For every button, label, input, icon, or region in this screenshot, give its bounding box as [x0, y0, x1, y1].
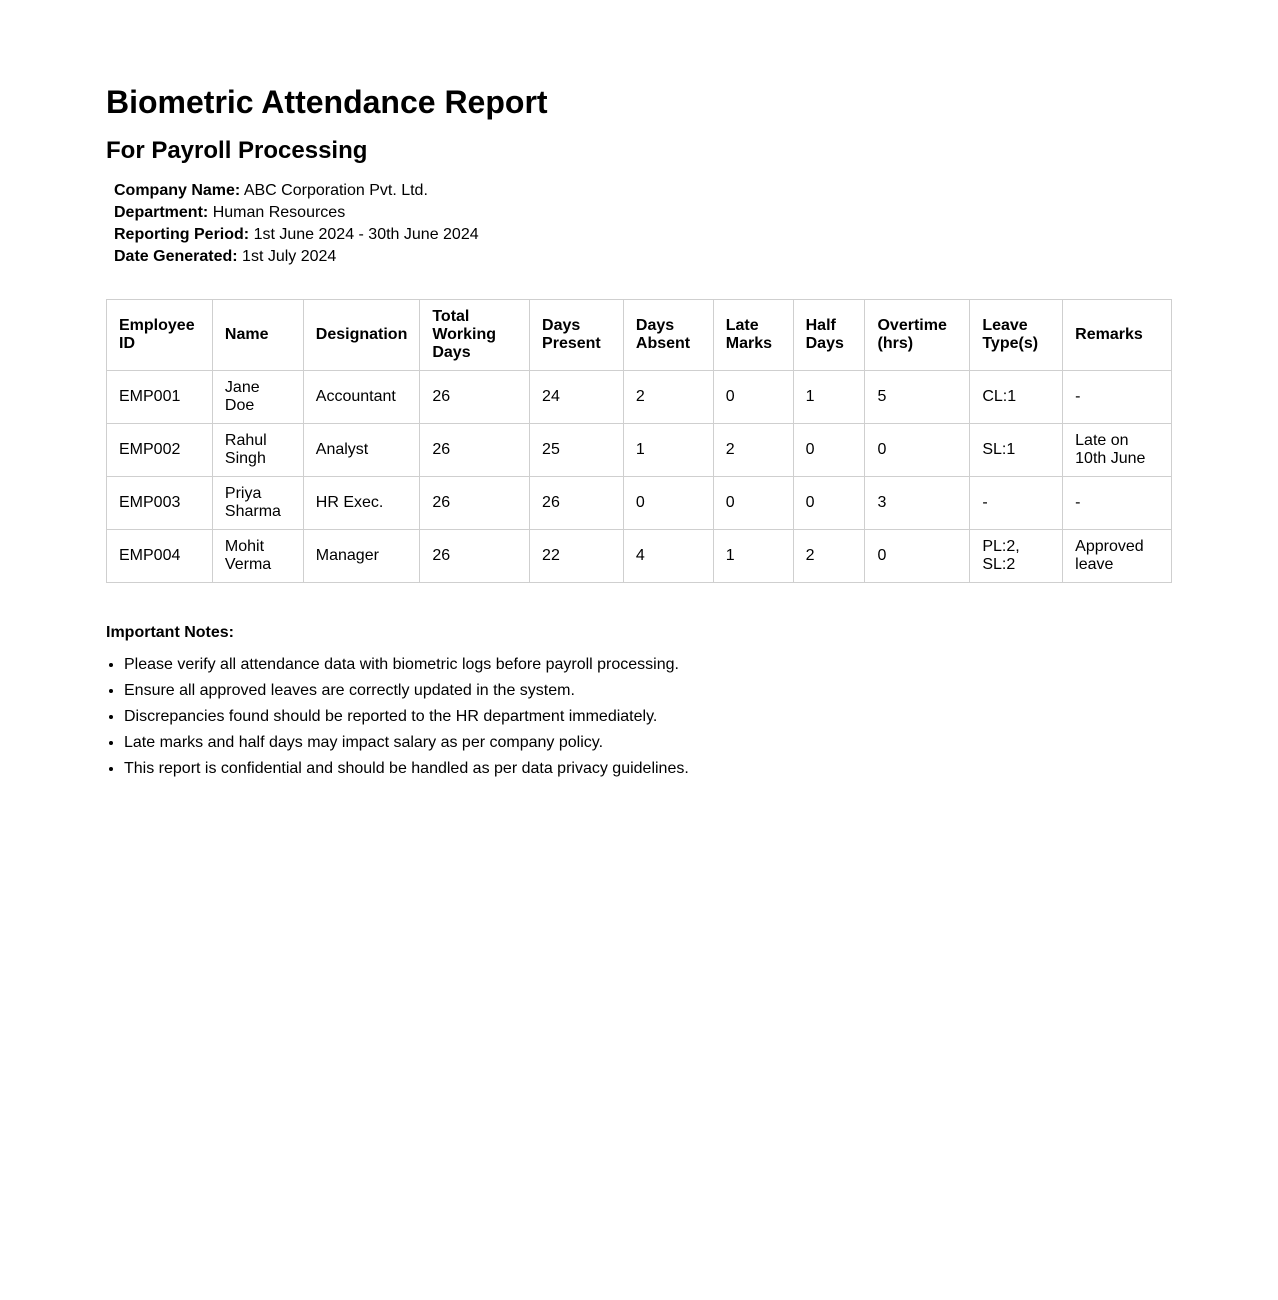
table-cell: 0 [793, 477, 865, 530]
meta-value: Human Resources [212, 204, 346, 221]
table-cell: Late on 10th June [1063, 424, 1172, 477]
table-cell: 0 [623, 477, 713, 530]
table-cell: 0 [865, 424, 970, 477]
meta-value: 1st June 2024 - 30th June 2024 [253, 226, 479, 243]
table-cell: Manager [303, 530, 420, 583]
table-cell: 26 [420, 371, 530, 424]
table-header-row [107, 300, 1172, 371]
list-item: • Ensure all approved leaves are correctly updated in the system. [124, 678, 1172, 704]
list-item: • Late marks and half days may impact salary as per company policy. [124, 730, 1172, 756]
report-page [106, 82, 1172, 782]
column-header: Late Marks [713, 300, 793, 371]
meta-value: ABC Corporation Pvt. Ltd. [243, 182, 428, 199]
column-header: Remarks [1063, 300, 1172, 371]
column-header: Designation [303, 300, 420, 371]
table-row [107, 371, 1172, 424]
report-subtitle: For Payroll Processing [106, 137, 368, 164]
column-header: Days Absent [623, 300, 713, 371]
column-header: Total Working Days [420, 300, 530, 371]
table-cell: Approved leave [1063, 530, 1172, 583]
report-title: Biometric Attendance Report [106, 84, 548, 120]
table-cell: Priya Sharma [212, 477, 303, 530]
list-item: • Discrepancies found should be reported to the HR department immediately. [124, 704, 1172, 730]
meta-label: Company Name: [114, 182, 241, 199]
meta-company [114, 180, 1172, 202]
table-cell: - [1063, 477, 1172, 530]
meta-value: 1st July 2024 [242, 248, 337, 265]
table-cell: SL:1 [970, 424, 1063, 477]
column-header: Employee ID [107, 300, 213, 371]
table-cell: HR Exec. [303, 477, 420, 530]
table-cell: - [1063, 371, 1172, 424]
meta-date-generated [114, 246, 1172, 268]
table-cell: EMP002 [107, 424, 213, 477]
meta-label: Reporting Period: [114, 226, 250, 243]
table-cell: 26 [530, 477, 624, 530]
meta-period [114, 224, 1172, 246]
table-cell: Analyst [303, 424, 420, 477]
table-cell: 0 [713, 371, 793, 424]
table-cell: Jane Doe [212, 371, 303, 424]
table-cell: PL:2, SL:2 [970, 530, 1063, 583]
table-cell: - [970, 477, 1063, 530]
table-cell: 26 [420, 477, 530, 530]
table-cell: 0 [793, 424, 865, 477]
table-cell: 22 [530, 530, 624, 583]
column-header: Name [212, 300, 303, 371]
table-cell: 25 [530, 424, 624, 477]
table-row [107, 477, 1172, 530]
table-cell: EMP001 [107, 371, 213, 424]
table-cell: Rahul Singh [212, 424, 303, 477]
column-header: Half Days [793, 300, 865, 371]
table-cell: 24 [530, 371, 624, 424]
column-header: Leave Type(s) [970, 300, 1063, 371]
notes-list [106, 652, 1172, 782]
table-cell: 0 [713, 477, 793, 530]
table-cell: 4 [623, 530, 713, 583]
report-meta [114, 180, 1172, 268]
table-cell: 2 [623, 371, 713, 424]
table-cell: 2 [713, 424, 793, 477]
table-cell: 26 [420, 530, 530, 583]
table-cell: 2 [793, 530, 865, 583]
table-cell: 3 [865, 477, 970, 530]
table-cell: EMP003 [107, 477, 213, 530]
table-row [107, 424, 1172, 477]
important-notes [106, 623, 1172, 782]
table-cell: 1 [623, 424, 713, 477]
meta-label: Department: [114, 204, 209, 221]
table-cell: 5 [865, 371, 970, 424]
table-cell: 1 [713, 530, 793, 583]
attendance-table [106, 299, 1172, 583]
table-cell: Accountant [303, 371, 420, 424]
notes-title: Important Notes: [106, 624, 234, 641]
column-header: Days Present [530, 300, 624, 371]
table-cell: 1 [793, 371, 865, 424]
meta-label: Date Generated: [114, 248, 238, 265]
column-header: Overtime (hrs) [865, 300, 970, 371]
list-item: • Please verify all attendance data with biometric logs before payroll processing. [124, 652, 1172, 678]
table-cell: 26 [420, 424, 530, 477]
table-cell: EMP004 [107, 530, 213, 583]
table-cell: Mohit Verma [212, 530, 303, 583]
meta-department [114, 202, 1172, 224]
table-cell: CL:1 [970, 371, 1063, 424]
table-cell: 0 [865, 530, 970, 583]
list-item: • This report is confidential and should be handled as per data privacy guidelines. [124, 756, 1172, 782]
table-row [107, 530, 1172, 583]
